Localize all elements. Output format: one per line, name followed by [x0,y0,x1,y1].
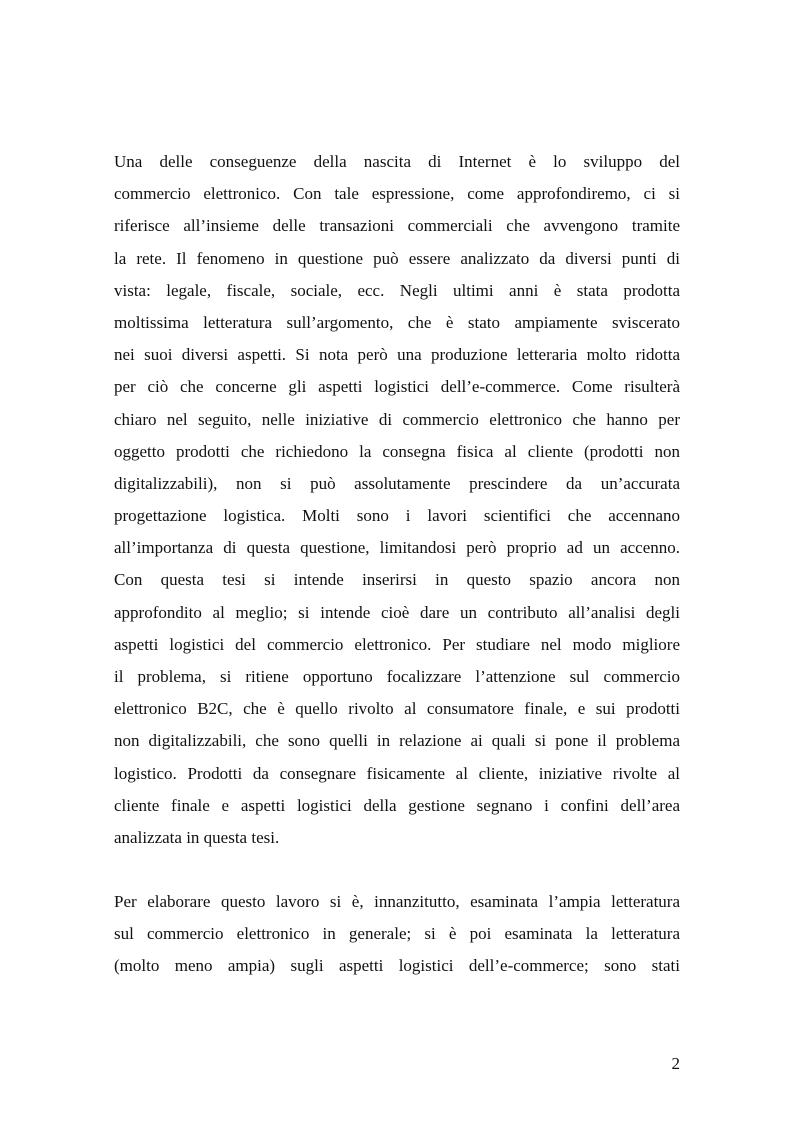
text-line: chiaro nel seguito, nelle iniziative di commercio elettronico che hanno per [114,409,680,429]
text-line: Per elaborare questo lavoro si è, innanzitutto, esaminata l’ampia letteratura [114,892,680,911]
text-line: logistico. Prodotti da consegnare fisicamente al cliente, iniziative rivolte al [114,763,680,783]
page-number: 2 [671,1054,680,1073]
paragraph-2 [114,886,680,983]
text-line: moltissima letteratura sull’argomento, che è stato ampiamente sviscerato [114,312,680,332]
text-line: nei suoi diversi aspetti. Si nota però una produzione letteraria molto ridotta [114,345,680,365]
text-line: sul commercio elettronico in generale; si è poi esaminata la letteratura [114,924,680,944]
text-line: Una delle conseguenze della nascita di Internet è lo sviluppo del [114,152,680,171]
text-line: oggetto prodotti che richiedono la consegna fisica al cliente (prodotti non [114,441,680,461]
text-line: (molto meno ampia) sugli aspetti logistici dell’e-commerce; sono stati [114,956,680,976]
text-line: digitalizzabili), non si può assolutamente prescindere da un’accurata [114,473,680,493]
text-line: aspetti logistici del commercio elettronico. Per studiare nel modo migliore [114,634,680,654]
text-line: il problema, si ritiene opportuno focalizzare l’attenzione sul commercio [114,667,680,686]
text-line: la rete. Il fenomeno in questione può essere analizzato da diversi punti di [114,248,680,268]
text-line: non digitalizzabili, che sono quelli in relazione ai quali si pone il problema [114,731,680,751]
text-line: cliente finale e aspetti logistici della gestione segnano i confini dell’area [114,795,680,815]
text-line: progettazione logistica. Molti sono i lavori scientifici che accennano [114,506,680,526]
text-line: vista: legale, fiscale, sociale, ecc. Negli ultimi anni è stata prodotta [114,280,680,300]
text-line: commercio elettronico. Con tale espressione, come approfondiremo, ci si [114,184,680,204]
text-line: analizzata in questa tesi. [114,827,280,847]
text-line: elettronico B2C, che è quello rivolto al consumatore finale, e sui prodotti [114,699,680,719]
text-line: Con questa tesi si intende inserirsi in questo spazio ancora non [114,570,680,590]
text-line: per ciò che concerne gli aspetti logistici dell’e-commerce. Come risulterà [114,377,680,397]
text-line: all’importanza di questa questione, limitandosi però proprio ad un accenno. [114,538,680,558]
text-line: approfondito al meglio; si intende cioè dare un contributo all’analisi degli [114,602,680,622]
text-line: riferisce all’insieme delle transazioni commerciali che avvengono tramite [114,216,680,236]
paragraph-1 [114,146,680,854]
